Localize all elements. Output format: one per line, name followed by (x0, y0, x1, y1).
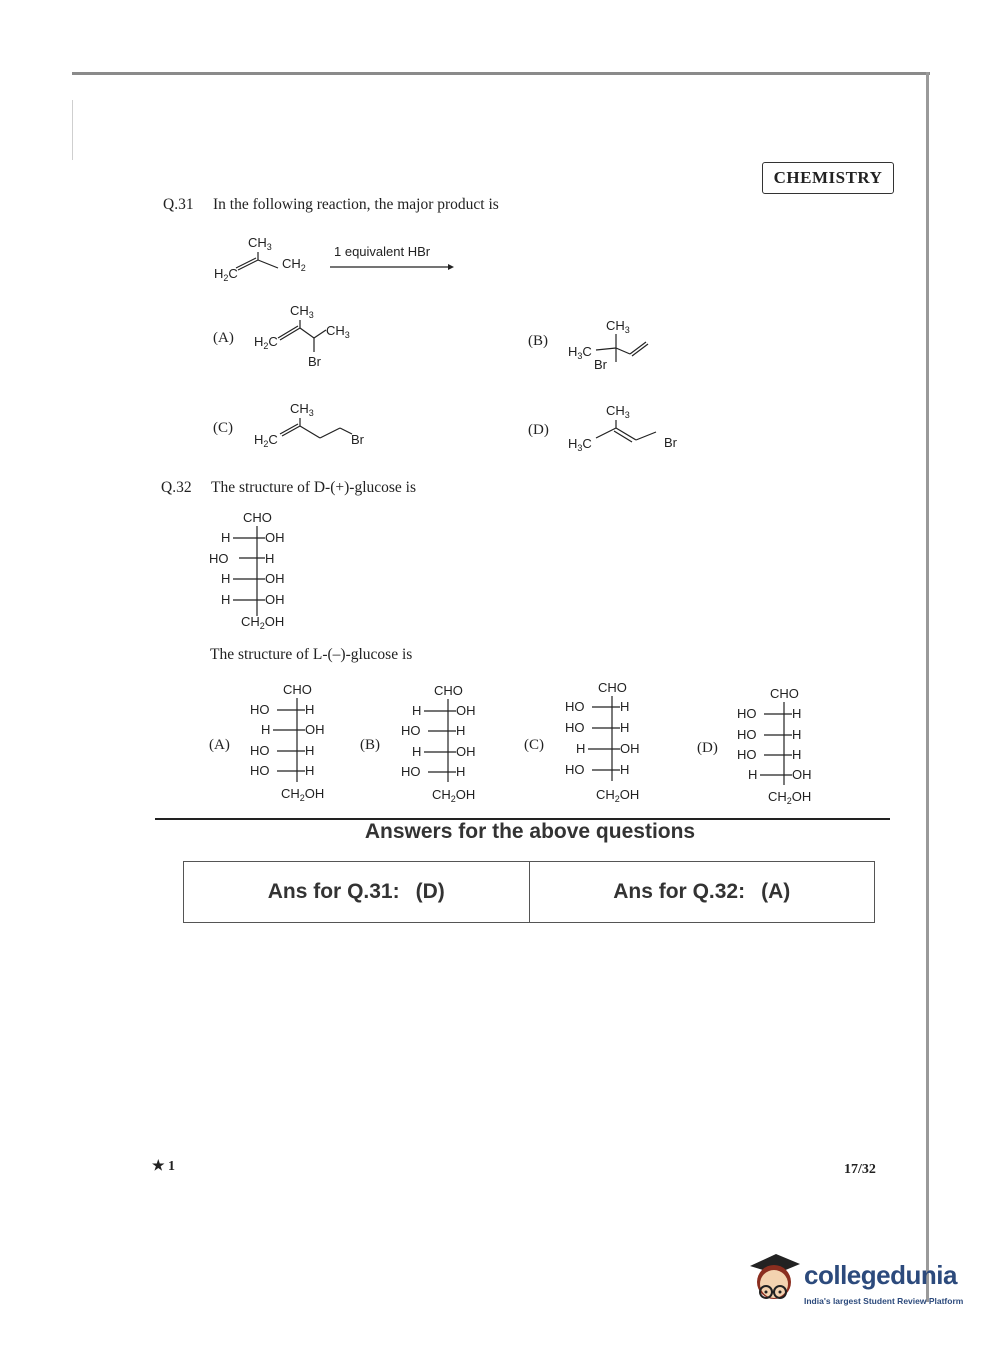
q31-reagent: 1 equivalent HBr (334, 244, 431, 259)
svg-text:HO: HO (565, 720, 585, 735)
svg-text:H: H (620, 720, 630, 735)
svg-text:HO: HO (250, 743, 270, 758)
svg-text:HO: HO (401, 723, 421, 738)
svg-text:CH3: $CH_3$ (248, 235, 272, 252)
q32-option-a-structure (245, 682, 345, 807)
svg-text:H: H (221, 571, 231, 586)
svg-text:H: H (221, 530, 231, 545)
svg-text:CHO: CHO (434, 683, 463, 698)
collegedunia-logo (746, 1252, 971, 1312)
svg-text:Br: Br (308, 354, 321, 369)
answer-q31-cell (184, 862, 529, 922)
svg-text:CH2OH: $CH_2OH$ (432, 787, 476, 804)
question-32-subtext: The structure of L-(–)-glucose is (210, 646, 413, 663)
svg-text:CH2OH: $CH_2OH$ (768, 789, 812, 806)
svg-text:OH: OH (620, 741, 640, 756)
svg-text:CH2OH: $CH_2OH$ (596, 787, 640, 804)
svg-text:H: H (456, 723, 466, 738)
svg-text:H: H (576, 741, 586, 756)
svg-text:CH3: $CH_3$ (290, 401, 314, 418)
answer-q31-value: (D) (415, 880, 445, 903)
page-border-top (72, 72, 930, 75)
q31-option-c-label: (C) (213, 420, 233, 436)
svg-text:OH: OH (265, 530, 285, 545)
svg-text:H: H (412, 744, 422, 759)
q31-option-a-structure (252, 300, 372, 375)
svg-text:HO: HO (565, 699, 585, 714)
q32-option-b-structure (396, 682, 496, 807)
q31-option-b-structure (566, 312, 666, 377)
svg-text:CHO: CHO (243, 510, 272, 525)
svg-text:CH2OH: $CH_2OH$ (241, 614, 285, 631)
svg-text:CHO: CHO (770, 686, 799, 701)
svg-text:H: H (261, 722, 271, 737)
svg-text:H3C: $H_3C$ (568, 344, 592, 361)
page-border-right (926, 72, 929, 1302)
svg-text:H: H (620, 699, 630, 714)
d-glucose-structure (205, 508, 305, 633)
mascot-icon (746, 1252, 802, 1310)
page-border-left (72, 100, 73, 160)
svg-text:H: H (221, 592, 231, 607)
svg-text:H: H (305, 763, 315, 778)
svg-text:Br: Br (594, 357, 607, 372)
svg-text:HO: HO (250, 763, 270, 778)
question-31-text: In the following reaction, the major product is (213, 196, 499, 213)
question-31 (163, 196, 499, 214)
footer-marker: ★ 1 (152, 1159, 176, 1174)
svg-text:H: H (305, 702, 315, 717)
answer-q32-cell (529, 862, 875, 922)
q31-option-b-label: (B) (528, 333, 548, 349)
svg-text:Br: Br (664, 435, 677, 450)
svg-text:HO: HO (737, 747, 757, 762)
subject-badge: CHEMISTRY (762, 162, 894, 194)
svg-text:OH: OH (456, 703, 476, 718)
q31-reactant-structure (210, 232, 310, 282)
svg-text:CH2: $CH_2$ (282, 256, 306, 273)
svg-text:HO: HO (737, 706, 757, 721)
svg-text:CH3: $CH_3$ (606, 318, 630, 335)
svg-text:H: H (792, 747, 802, 762)
svg-text:OH: OH (265, 571, 285, 586)
svg-text:H: H (792, 706, 802, 721)
answers-heading: Answers for the above questions (364, 820, 696, 843)
q32-option-d-label: (D) (697, 740, 718, 756)
question-32-number: Q.32 (161, 479, 192, 496)
answer-q32-value: (A) (761, 880, 791, 903)
q31-option-d-label: (D) (528, 422, 549, 438)
svg-text:Br: Br (351, 432, 364, 447)
svg-text:CH3: $CH_3$ (326, 323, 350, 340)
q32-option-c-label: (C) (524, 737, 544, 753)
logo-name: collegedunia (804, 1260, 957, 1290)
question-32 (161, 479, 416, 497)
svg-text:H2C: $H_2C$ (214, 266, 238, 283)
q31-option-d-structure (566, 398, 696, 458)
page-number: 17/32 (844, 1162, 876, 1177)
question-32-text: The structure of D-(+)-glucose is (211, 479, 417, 496)
svg-text:CHO: CHO (598, 680, 627, 695)
svg-text:H3C: $H_3C$ (568, 436, 592, 453)
reaction-arrow (330, 262, 455, 272)
svg-text:H: H (792, 727, 802, 742)
svg-text:OH: OH (305, 722, 325, 737)
q31-option-a-label: (A) (213, 330, 234, 346)
q32-option-a-label: (A) (209, 737, 230, 753)
svg-text:CH3: $CH_3$ (606, 403, 630, 420)
svg-text:HO: HO (401, 764, 421, 779)
svg-text:OH: OH (265, 592, 285, 607)
logo-tagline: India's largest Student Review Platform (804, 1296, 964, 1306)
q32-option-d-structure (732, 685, 832, 810)
svg-text:H: H (748, 767, 758, 782)
svg-text:H: H (456, 764, 466, 779)
question-31-number: Q.31 (163, 196, 194, 213)
svg-text:CHO: CHO (283, 682, 312, 697)
svg-text:H2C: $H_2C$ (254, 432, 278, 449)
svg-text:HO: HO (565, 762, 585, 777)
svg-text:H: H (620, 762, 630, 777)
q32-option-b-label: (B) (360, 737, 380, 753)
svg-text:OH: OH (456, 744, 476, 759)
svg-text:H2C: $H_2C$ (254, 334, 278, 351)
svg-text:HO: HO (250, 702, 270, 717)
answer-q31-label: Ans for Q.31: (267, 880, 400, 903)
svg-text:H: H (412, 703, 422, 718)
answers-table (183, 861, 875, 923)
svg-text:CH3: $CH_3$ (290, 303, 314, 320)
q32-option-c-structure (560, 679, 660, 807)
answer-q32-label: Ans for Q.32: (613, 880, 746, 903)
q31-option-c-structure (252, 396, 382, 456)
svg-text:HO: HO (737, 727, 757, 742)
svg-text:HO: HO (209, 551, 229, 566)
svg-text:OH: OH (792, 767, 812, 782)
svg-text:H: H (265, 551, 275, 566)
svg-text:CH2OH: $CH_2OH$ (281, 786, 325, 803)
svg-text:H: H (305, 743, 315, 758)
